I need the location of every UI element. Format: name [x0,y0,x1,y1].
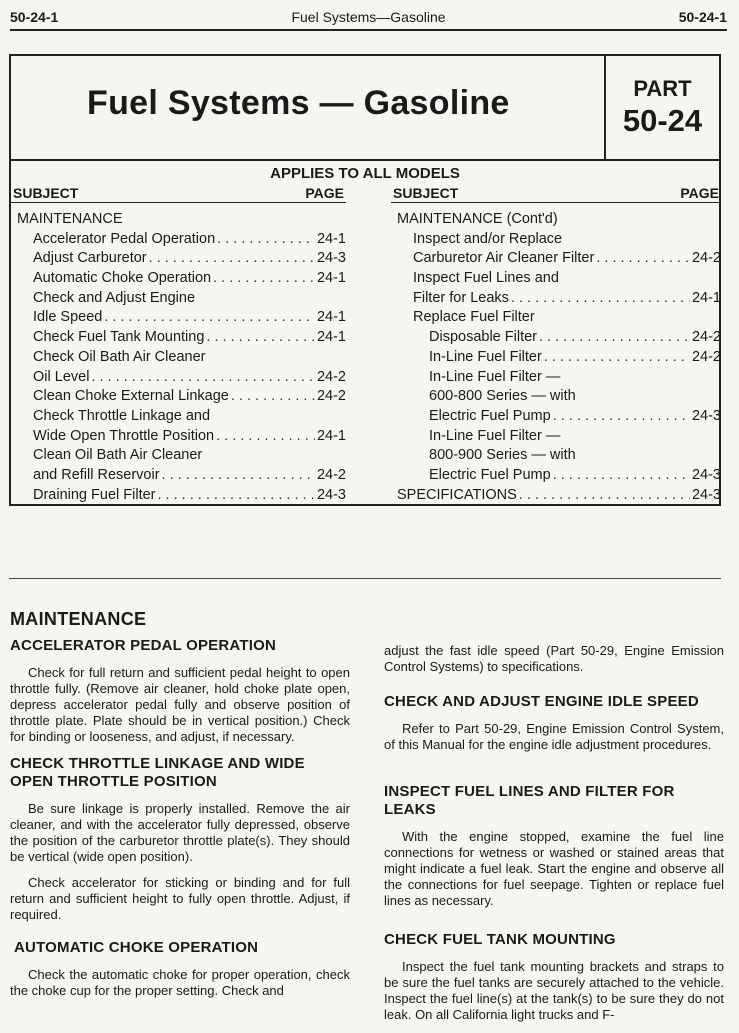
index-entry-subject: Check Fuel Tank Mounting [33,329,205,346]
index-entry-subject: Inspect Fuel Lines and [413,270,559,287]
idle-heading: CHECK AND ADJUST ENGINE IDLE SPEED [384,693,699,710]
index-column-header [11,184,346,203]
index-entry [11,388,346,408]
index-entry-subject: Clean Oil Bath Air Cleaner [33,447,203,464]
index-column-left [11,184,346,506]
index-entry-subject: Inspect and/or Replace [413,230,563,247]
subject-header: SUBJECT [13,185,79,201]
leaks-paragraph: With the engine stopped, examine the fuel line connections for wetness or washed or stained areas that might indicate a fuel leak. Start the engine and observe all the connections for fuel seepage. Tighten or replace fuel lines as necessary. [384,829,724,908]
choke-paragraph-continued: adjust the fast idle speed (Part 50-29, Engine Emission Control Systems) to specifications. [384,643,724,674]
dot-leader [206,329,315,345]
dot-leader [162,467,315,483]
index-entry-page: 24-3 [691,486,721,503]
index-entry [391,369,721,389]
index-entry-subject: Draining Fuel Filter [33,486,156,503]
dot-leader [149,250,315,266]
index-entry [11,290,346,310]
body-column-left [10,611,350,1009]
index-entry [11,447,346,467]
accelerator-heading: ACCELERATOR PEDAL OPERATION [10,637,276,654]
choke-paragraph: Check the automatic choke for proper operation, check the choke cup for the proper setting. Check and [10,967,350,998]
index-rows-left [11,211,346,506]
section-title: MAINTENANCE [10,609,147,629]
index-entry-subject: 600-800 Series — with [429,388,576,405]
index-entry-page: 24-3 [691,466,721,483]
index-entry [391,447,721,467]
accelerator-paragraph: Check for full return and sufficient pedal height to open throttle fully. (Remove air cleaner, hold choke plate open, depress accelerator pedal fully and observe position of throttle plate. Plate should be in vertical position.) Check for binding or looseness, and adjust, if necessary. [10,665,350,744]
index-entry-page: 24-2 [316,388,346,405]
index-entry-subject: Replace Fuel Filter [413,309,535,326]
running-title: Fuel Systems—Gasoline [291,9,446,25]
index-entry [391,388,721,408]
index-entry-subject: Check Throttle Linkage and [33,407,211,424]
page-header-label: PAGE [305,185,344,201]
header-rule [10,29,727,31]
index-column-right [391,184,721,506]
index-entry-subject: Filter for Leaks [413,289,509,306]
body-column-right [384,643,724,1033]
index-entry [391,270,721,290]
index-entry [11,309,346,329]
index-entry-page: 24-2 [691,348,721,365]
index-entry-subject: Check Oil Bath Air Cleaner [33,348,206,365]
index-entry [11,211,346,231]
index-entry [11,270,346,290]
section-divider [9,578,721,579]
page-number-left: 50-24-1 [10,9,59,25]
dot-leader [596,250,690,266]
choke-heading: AUTOMATIC CHOKE OPERATION [14,939,259,956]
dot-leader [213,270,315,286]
index-entry-subject: Electric Fuel Pump [429,407,551,424]
index-entry [391,428,721,448]
index-entry-subject: Adjust Carburetor [33,250,147,267]
index-entry [391,329,721,349]
dot-leader [91,369,315,385]
index-entry [391,487,721,507]
page-number-right: 50-24-1 [678,9,727,25]
index-entry-subject: Carburetor Air Cleaner Filter [413,250,595,267]
index-entry [11,428,346,448]
index-entry [391,290,721,310]
dot-leader [104,309,315,325]
page-header [10,6,727,28]
index-entry-page: 24-1 [316,230,346,247]
index-entry-subject: and Refill Reservoir [33,466,160,483]
page-header-label: PAGE [680,185,719,201]
index-entry-page: 24-3 [316,250,346,267]
tank-heading: CHECK FUEL TANK MOUNTING [384,931,616,948]
index-entry [391,211,721,231]
index-entry-subject: Check and Adjust Engine [33,289,196,306]
index-entry [11,329,346,349]
index-entry-subject: Electric Fuel Pump [429,466,551,483]
tank-paragraph: Inspect the fuel tank mounting brackets and straps to be sure the fuel tanks are securely attached to the vehicle. Inspect the fuel line(s) at the tank(s) to be sure they do not leak. On all California light trucks and F- [384,959,724,1022]
subject-header: SUBJECT [393,185,459,201]
index-entry-page: 24-2 [691,250,721,267]
idle-paragraph: Refer to Part 50-29, Engine Emission Control System, of this Manual for the engine idle adjustment procedures. [384,721,724,752]
index-entry [11,487,346,507]
index-entry [391,408,721,428]
index-entry-page: 24-1 [691,289,721,306]
dot-leader [231,388,315,404]
index-entry [11,250,346,270]
index-entry [11,467,346,487]
part-box [604,56,719,159]
index-entry [391,309,721,329]
index-entry-subject: MAINTENANCE (Cont'd) [397,211,558,227]
index-entry-page: 24-2 [316,368,346,385]
index-entry [11,349,346,369]
dot-leader [553,408,690,424]
part-label: PART [633,76,692,101]
index-entry-subject: In-Line Fuel Filter — [429,368,561,385]
index-entry-page: 24-1 [316,329,346,346]
index-entry [11,231,346,251]
index-entry-page: 24-2 [691,329,721,346]
index-entry [391,349,721,369]
throttle-heading: CHECK THROTTLE LINKAGE AND WIDE OPEN THROTTLE POSITION [10,755,305,790]
index-entry-page: 24-2 [316,466,346,483]
dot-leader [511,290,690,306]
part-number: 50-24 [622,103,703,138]
index-entry [391,467,721,487]
index-entry-subject: Oil Level [33,368,90,385]
index-entry-page: 24-1 [316,309,346,326]
dot-leader [519,487,690,503]
index-entry-page: 24-1 [316,270,346,287]
index-entry-subject: Accelerator Pedal Operation [33,230,216,247]
index-entry-subject: Disposable Filter [429,329,537,346]
index-entry-subject: 800-900 Series — with [429,447,576,464]
index-entry-subject: MAINTENANCE [17,211,123,227]
dot-leader [216,428,315,444]
index-entry-page: 24-1 [316,427,346,444]
dot-leader [539,329,690,345]
index-rows-right [391,211,721,506]
index-entry-page: 24-3 [691,407,721,424]
dot-leader [217,231,315,247]
dot-leader [553,467,690,483]
throttle-paragraph-1: Be sure linkage is properly installed. Remove the air cleaner, and with the accelerator fully depressed, observe the position of the carburetor throttle plate(s). They should be vertical (wide open position). [10,801,350,864]
index-column-header [391,184,721,203]
index-entry [11,369,346,389]
index-entry-subject: In-Line Fuel Filter — [429,427,561,444]
index-entry-subject: In-Line Fuel Filter [429,348,542,365]
throttle-paragraph-2: Check accelerator for sticking or binding and for full return and sufficient height to fully open throttle. Adjust, if required. [10,875,350,922]
dot-leader [544,349,690,365]
index-entry [11,408,346,428]
index-entry-page: 24-3 [316,486,346,503]
index-box [9,54,721,506]
index-entry [391,250,721,270]
index-entry [391,231,721,251]
page-title: Fuel Systems — Gasoline [87,84,510,122]
index-entry-subject: Clean Choke External Linkage [33,388,229,405]
index-entry-subject: Wide Open Throttle Position [33,427,215,444]
index-entry-subject: Idle Speed [33,309,103,326]
index-entry-subject: Automatic Choke Operation [33,270,212,287]
dot-leader [158,487,315,503]
index-entry-subject: SPECIFICATIONS [397,486,517,503]
title-row [11,56,719,161]
applies-note: APPLIES TO ALL MODELS [270,165,460,182]
leaks-heading: INSPECT FUEL LINES AND FILTER FOR LEAKS [384,783,675,818]
